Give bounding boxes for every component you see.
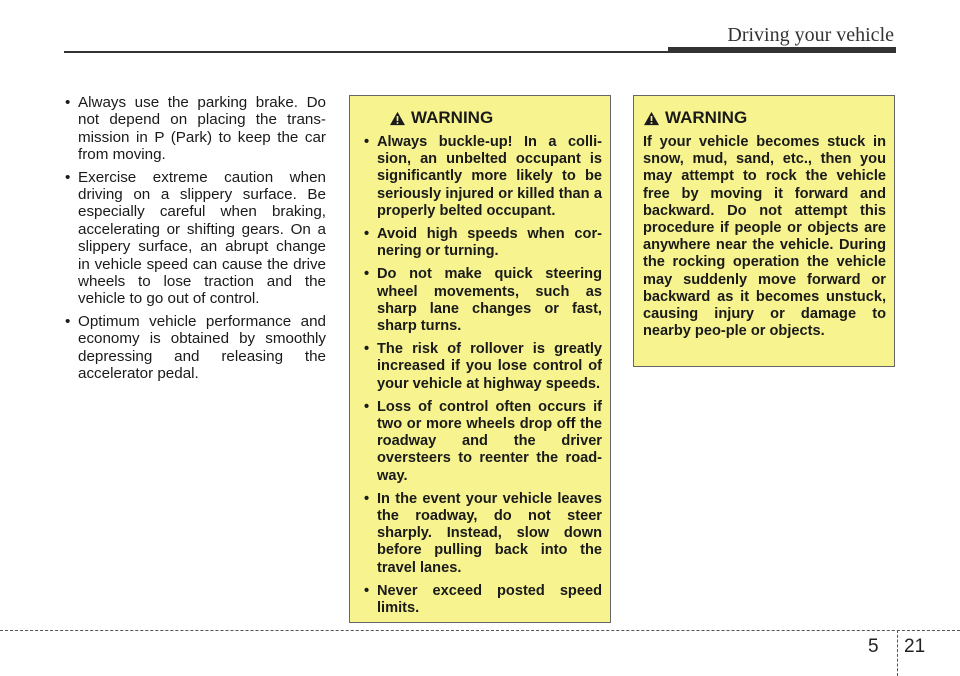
chapter-number: 5 — [868, 636, 879, 657]
warning-heading — [643, 108, 886, 128]
warning-triangle-icon — [643, 111, 660, 126]
list-item: • In the event your vehicle leaves the roadway, do not steer sharply. Instead, slow down before pulling back into the travel lanes. — [361, 491, 602, 577]
warning-box-stuck-vehicle — [633, 95, 895, 367]
footer-separator — [897, 630, 898, 676]
driving-tips-list — [62, 94, 326, 383]
list-item: • Optimum vehicle performance and economy is obtained by smoothly depressing and releasing the accelerator pedal. — [62, 313, 326, 383]
list-item: • Exercise extreme caution when driving on a slippery surface. Be especially careful when braking, accelerating or shifting gears. On a slippery surface, an abrupt change in vehicle speed can cause the drive wheels to lose traction and the vehicle to go out of control. — [62, 169, 326, 308]
list-item: • Do not make quick steering wheel movements, such as sharp lane changes or fast, sharp turns. — [361, 266, 602, 335]
left-column — [62, 94, 326, 388]
footer-rule — [0, 630, 960, 631]
list-item: • Avoid high speeds when cor-nering or turning. — [361, 226, 602, 260]
list-item: • Loss of control often occurs if two or more wheels drop off the roadway and the driver oversteers to reenter the road-way. — [361, 399, 602, 485]
warning-body: If your vehicle becomes stuck in snow, mud, sand, etc., then you may attempt to rock the vehicle free by moving it forward and backward. Do not attempt this procedure if people or objects are anywhere near the vehicle. During the rocking operation the vehicle may suddenly move forward or backward as it becomes unstuck, causing injury or damage to nearby peo-ple or objects. — [643, 134, 886, 340]
header-rule-accent — [668, 47, 896, 53]
list-item: • The risk of rollover is greatly increased if you lose control of your vehicle at highway speeds. — [361, 341, 602, 393]
warning-heading-text: WARNING — [411, 108, 494, 127]
warning-heading — [389, 108, 602, 128]
page-number: 21 — [904, 636, 926, 657]
warning-list — [361, 134, 602, 617]
list-item: • Always buckle-up! In a colli-sion, an unbelted occupant is significantly more likely to be seriously injured or killed than a properly belted occupant. — [361, 134, 602, 220]
list-item: • Never exceed posted speed limits. — [361, 583, 602, 617]
warning-triangle-icon — [389, 111, 406, 126]
warning-box-driving — [349, 95, 611, 623]
list-item: • Always use the parking brake. Do not depend on placing the trans-mission in P (Park) to keep the car from moving. — [62, 94, 326, 164]
header-rule — [64, 51, 670, 53]
warning-heading-text: WARNING — [665, 108, 748, 127]
section-title: Driving your vehicle — [727, 24, 894, 46]
